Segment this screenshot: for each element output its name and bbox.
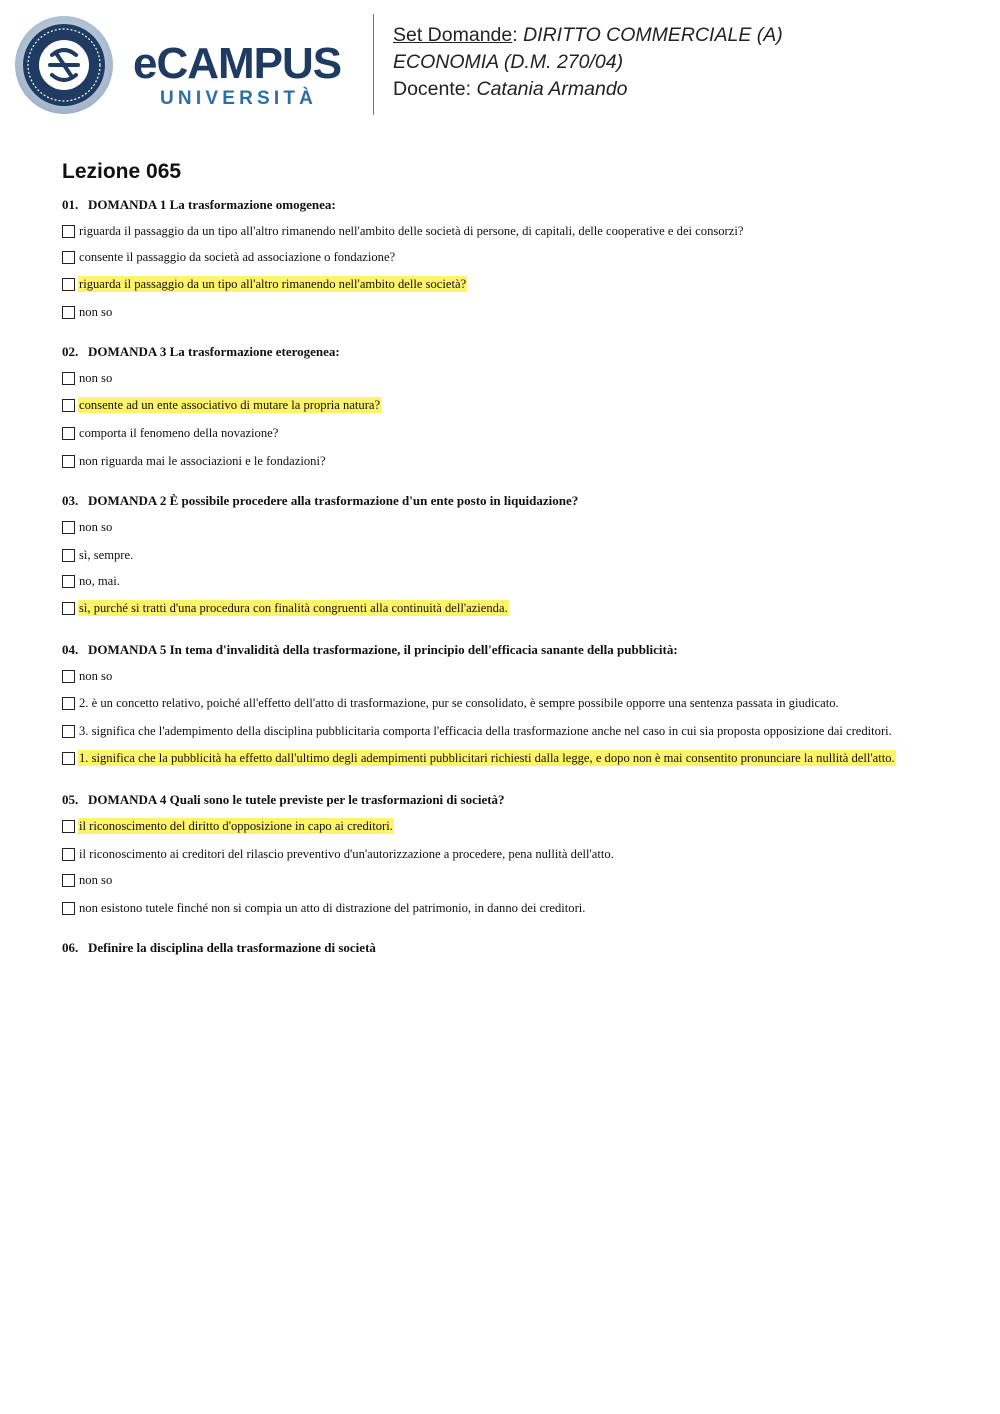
question-text: DOMANDA 1 La trasformazione omogenea: [88, 197, 336, 212]
question-number: 06. [62, 940, 79, 955]
question-number: 01. [62, 197, 79, 212]
answer-option[interactable] [62, 573, 121, 589]
set-label: Set Domande [393, 24, 513, 46]
ecampus-wordmark [133, 40, 358, 112]
checkbox[interactable] [62, 251, 75, 264]
answer-option-highlighted[interactable] [62, 750, 896, 766]
logo-brand-text: eCAMPUS [133, 39, 342, 88]
answer-option[interactable] [62, 695, 840, 711]
question-text: DOMANDA 4 Quali sono le tutele previste per le trasformazioni di società? [88, 792, 505, 807]
option-label: riguarda il passaggio da un tipo all'altro rimanendo nell'ambito delle società? [79, 277, 467, 291]
option-label: 2. è un concetto relativo, poiché all'effetto dell'atto di trasformazione, pur se consolidato, è sempre possibile opporre una sentenza passata in giudicato. [79, 696, 839, 710]
answer-option[interactable] [62, 223, 744, 239]
checkbox[interactable] [62, 427, 75, 440]
answer-option[interactable] [62, 872, 113, 888]
answer-option[interactable] [62, 304, 113, 320]
teacher-label: Docente: [393, 78, 472, 100]
checkbox[interactable] [62, 575, 75, 588]
checkbox[interactable] [62, 874, 75, 887]
checkbox[interactable] [62, 372, 75, 385]
option-label: non so [79, 669, 113, 683]
checkbox[interactable] [62, 455, 75, 468]
checkbox[interactable] [62, 306, 75, 319]
question-number: 04. [62, 642, 79, 657]
option-label: non so [79, 520, 113, 534]
checkbox[interactable] [62, 602, 75, 615]
question-number: 02. [62, 344, 79, 359]
question-title [62, 493, 578, 509]
option-label: non so [79, 371, 113, 385]
question-number: 05. [62, 792, 79, 807]
checkbox[interactable] [62, 820, 75, 833]
question-title [62, 792, 505, 808]
option-label: non riguarda mai le associazioni e le fondazioni? [79, 454, 326, 468]
option-label: riguarda il passaggio da un tipo all'altro rimanendo nell'ambito delle società di persone, di capitali, delle cooperative e dei consorzi? [79, 224, 744, 238]
answer-option-highlighted[interactable] [62, 818, 394, 834]
ecampus-seal-logo-icon [14, 15, 114, 115]
option-label: sì, sempre. [79, 548, 134, 562]
option-label: non so [79, 305, 113, 319]
option-label: consente il passaggio da società ad associazione o fondazione? [79, 250, 396, 264]
checkbox[interactable] [62, 521, 75, 534]
checkbox[interactable] [62, 278, 75, 291]
question-number: 03. [62, 493, 79, 508]
checkbox[interactable] [62, 848, 75, 861]
question-text: DOMANDA 5 In tema d'invalidità della trasformazione, il principio dell'efficacia sanante della pubblicità: [88, 642, 678, 657]
checkbox[interactable] [62, 399, 75, 412]
option-label: no, mai. [79, 574, 120, 588]
question-title [62, 940, 376, 956]
answer-option[interactable] [62, 723, 893, 739]
checkbox[interactable] [62, 225, 75, 238]
question-text: DOMANDA 3 La trasformazione eterogenea: [88, 344, 340, 359]
answer-option[interactable] [62, 425, 279, 441]
lesson-title: Lezione 065 [62, 160, 182, 183]
header-info [393, 22, 783, 103]
option-label: sì, purché si tratti d'una procedura con finalità congruenti alla continuità dell'azienda. [79, 601, 508, 615]
option-label: consente ad un ente associativo di mutare la propria natura? [79, 398, 381, 412]
header-divider [373, 14, 374, 115]
question-title [62, 344, 340, 360]
checkbox[interactable] [62, 725, 75, 738]
option-label: non esistono tutele finché non si compia un atto di distrazione del patrimonio, in danno dei creditori. [79, 901, 586, 915]
option-label: comporta il fenomeno della novazione? [79, 426, 279, 440]
checkbox[interactable] [62, 752, 75, 765]
answer-option[interactable] [62, 900, 586, 916]
answer-option[interactable] [62, 249, 396, 265]
answer-option[interactable] [62, 370, 113, 386]
option-label: il riconoscimento del diritto d'opposizione in capo ai creditori. [79, 819, 393, 833]
logo-subtitle-text: UNIVERSITÀ [160, 88, 318, 109]
checkbox[interactable] [62, 670, 75, 683]
checkbox[interactable] [62, 902, 75, 915]
teacher-name: Catania Armando [476, 78, 628, 100]
answer-option[interactable] [62, 668, 113, 684]
set-line: Set Domande: DIRITTO COMMERCIALE (A) [393, 24, 783, 46]
answer-option-highlighted[interactable] [62, 397, 381, 413]
checkbox[interactable] [62, 549, 75, 562]
answer-option[interactable] [62, 846, 615, 862]
question-title [62, 197, 336, 213]
question-text: Definire la disciplina della trasformazione di società [88, 940, 376, 955]
question-title [62, 642, 678, 658]
course-line: ECONOMIA (D.M. 270/04) [393, 51, 624, 73]
answer-option[interactable] [62, 519, 113, 535]
answer-option-highlighted[interactable] [62, 600, 509, 616]
teacher-line [393, 76, 783, 103]
checkbox[interactable] [62, 697, 75, 710]
answer-option[interactable] [62, 547, 134, 563]
option-label: 3. significa che l'adempimento della disciplina pubblicitaria comporta l'efficacia della trasformazione anche nel caso in cui sia proposta opposizione dai creditori. [79, 724, 892, 738]
option-label: 1. significa che la pubblicità ha effetto dall'ultimo degli adempimenti pubblicitari richiesti dalla legge, e dopo non è mai consentito pronunciare la nullità dell'atto. [79, 751, 895, 765]
question-text: DOMANDA 2 È possibile procedere alla trasformazione d'un ente posto in liquidazione? [88, 493, 579, 508]
option-label: il riconoscimento ai creditori del rilascio preventivo d'un'autorizzazione a procedere, pena nullità dell'atto. [79, 847, 614, 861]
answer-option[interactable] [62, 453, 327, 469]
set-value: DIRITTO COMMERCIALE (A) [523, 24, 783, 46]
option-label: non so [79, 873, 113, 887]
page-header [0, 0, 1000, 130]
answer-option-highlighted[interactable] [62, 276, 467, 292]
